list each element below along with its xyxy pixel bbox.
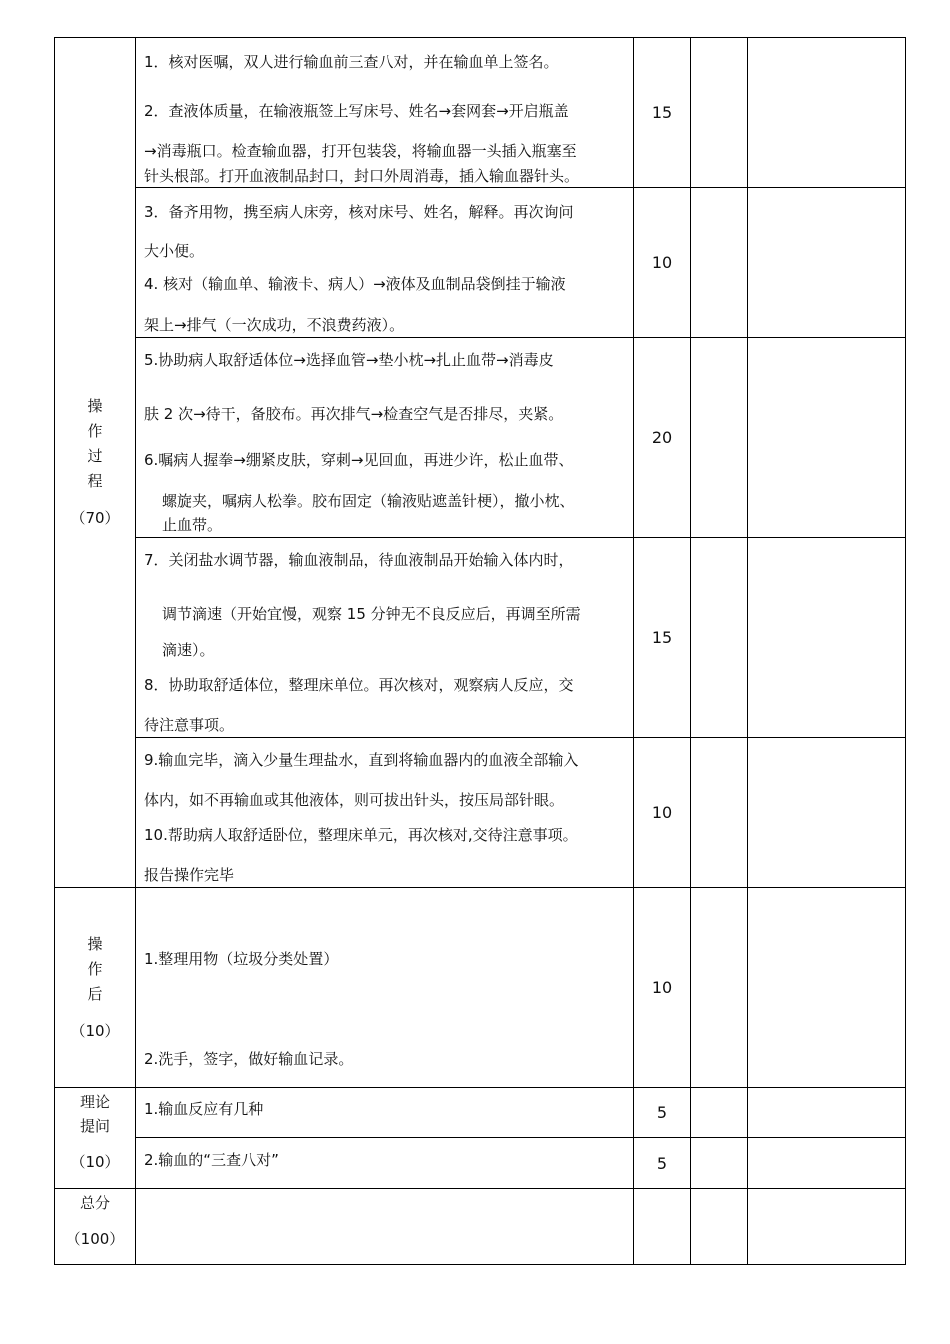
step-line: 2．查液体质量，在输液瓶签上写床号、姓名→套网套→开启瓶盖 — [144, 102, 569, 120]
step-content — [136, 1088, 634, 1138]
step-line: 待注意事项。 — [144, 716, 235, 734]
step-content — [136, 888, 634, 1088]
total-score-blank — [634, 1189, 691, 1265]
step-line: 针头根部。打开血液制品封口，封口外周消毒，插入输血器针头。 — [144, 167, 580, 185]
step-line: 体内，如不再输血或其他液体，则可拔出针头，按压局部针眼。 — [144, 791, 565, 809]
step-line: 10.帮助病人取舒适卧位，整理床单元，再次核对,交待注意事项。 — [144, 826, 578, 844]
remark-blank — [748, 188, 906, 338]
step-content — [136, 338, 634, 538]
score-blank — [691, 1088, 748, 1138]
section-char: 作 — [87, 959, 103, 978]
remark-blank — [748, 538, 906, 738]
section-char: 作 — [87, 422, 103, 440]
remark-blank — [748, 1189, 906, 1265]
section-label-after — [55, 888, 136, 1088]
remark-blank — [748, 738, 906, 888]
step-line: 3．备齐用物，携至病人床旁，核对床号、姓名，解释。再次询问 — [144, 203, 574, 221]
section-label-theory — [55, 1088, 136, 1189]
step-line: 架上→排气（一次成功，不浪费药液）。 — [144, 316, 405, 334]
score-blank — [691, 1189, 748, 1265]
section-label-total — [55, 1189, 136, 1265]
score-value: 10 — [634, 738, 691, 888]
step-line: 4. 核对（输血单、输液卡、病人）→液体及血制品袋倒挂于输液 — [144, 275, 566, 293]
score-blank — [691, 38, 748, 188]
step-content — [136, 38, 634, 188]
step-content — [136, 738, 634, 888]
step-line: 5.协助病人取舒适体位→选择血管→垫小枕→扎止血带→消毒皮 — [144, 351, 554, 369]
section-char: 程 — [87, 472, 103, 490]
section-char: 操 — [87, 934, 103, 953]
step-content — [136, 538, 634, 738]
step-line: 1．核对医嘱，双人进行输血前三查八对，并在输血单上签名。 — [144, 53, 559, 71]
step-line: 2.输血的“三查八对” — [144, 1151, 279, 1169]
section-points: （10） — [70, 1153, 120, 1171]
step-line: 肤 2 次→待干，备胶布。再次排气→检查空气是否排尽，夹紧。 — [144, 405, 564, 423]
remark-blank — [748, 1138, 906, 1189]
score-value: 5 — [634, 1088, 691, 1138]
step-line: 8．协助取舒适体位，整理床单位。再次核对，观察病人反应，交 — [144, 676, 574, 694]
step-line: 报告操作完毕 — [144, 866, 235, 884]
step-line: 7．关闭盐水调节器，输血液制品，待血液制品开始输入体内时， — [144, 551, 574, 569]
section-char: 操 — [87, 397, 103, 415]
total-blank — [136, 1189, 634, 1265]
score-blank — [691, 738, 748, 888]
section-label-process — [55, 38, 136, 888]
score-blank — [691, 538, 748, 738]
section-char: 理论 — [79, 1093, 110, 1111]
score-blank — [691, 338, 748, 538]
score-blank — [691, 1138, 748, 1189]
step-line: 1.整理用物（垃圾分类处置） — [144, 950, 339, 968]
step-line: →消毒瓶口。检查输血器，打开包装袋，将输血器一头插入瓶塞至 — [144, 142, 577, 160]
score-value: 10 — [634, 888, 691, 1088]
remark-blank — [748, 338, 906, 538]
score-blank — [691, 188, 748, 338]
score-blank — [691, 888, 748, 1088]
score-value: 15 — [634, 538, 691, 738]
step-line: 止血带。 — [162, 516, 223, 534]
score-value: 5 — [634, 1138, 691, 1189]
step-line: 6.嘱病人握拳→绷紧皮肤，穿刺→见回血，再进少许，松止血带、 — [144, 451, 574, 469]
section-points: （70） — [70, 509, 120, 527]
remark-blank — [748, 38, 906, 188]
step-content — [136, 1138, 634, 1189]
remark-blank — [748, 888, 906, 1088]
score-value: 15 — [634, 38, 691, 188]
step-line: 大小便。 — [144, 242, 205, 260]
section-char: 过 — [87, 447, 103, 465]
step-line: 1.输血反应有几种 — [144, 1100, 264, 1118]
score-value: 20 — [634, 338, 691, 538]
step-content — [136, 188, 634, 338]
step-line: 2.洗手，签字，做好输血记录。 — [144, 1050, 354, 1068]
step-line: 滴速）。 — [162, 641, 215, 659]
section-points: （10） — [70, 1021, 120, 1040]
scoring-table — [54, 37, 906, 1265]
section-char: 后 — [87, 984, 103, 1003]
section-char: 提问 — [79, 1117, 110, 1135]
step-line: 调节滴速（开始宜慢，观察 15 分钟无不良反应后，再调至所需 — [162, 605, 581, 623]
section-char: 总分 — [79, 1194, 110, 1212]
step-line: 9.输血完毕，滴入少量生理盐水，直到将输血器内的血液全部输入 — [144, 751, 579, 769]
step-line: 螺旋夹，嘱病人松拳。胶布固定（输液贴遮盖针梗），撤小枕、 — [162, 492, 575, 510]
score-value: 10 — [634, 188, 691, 338]
section-points: （100） — [65, 1230, 125, 1248]
remark-blank — [748, 1088, 906, 1138]
